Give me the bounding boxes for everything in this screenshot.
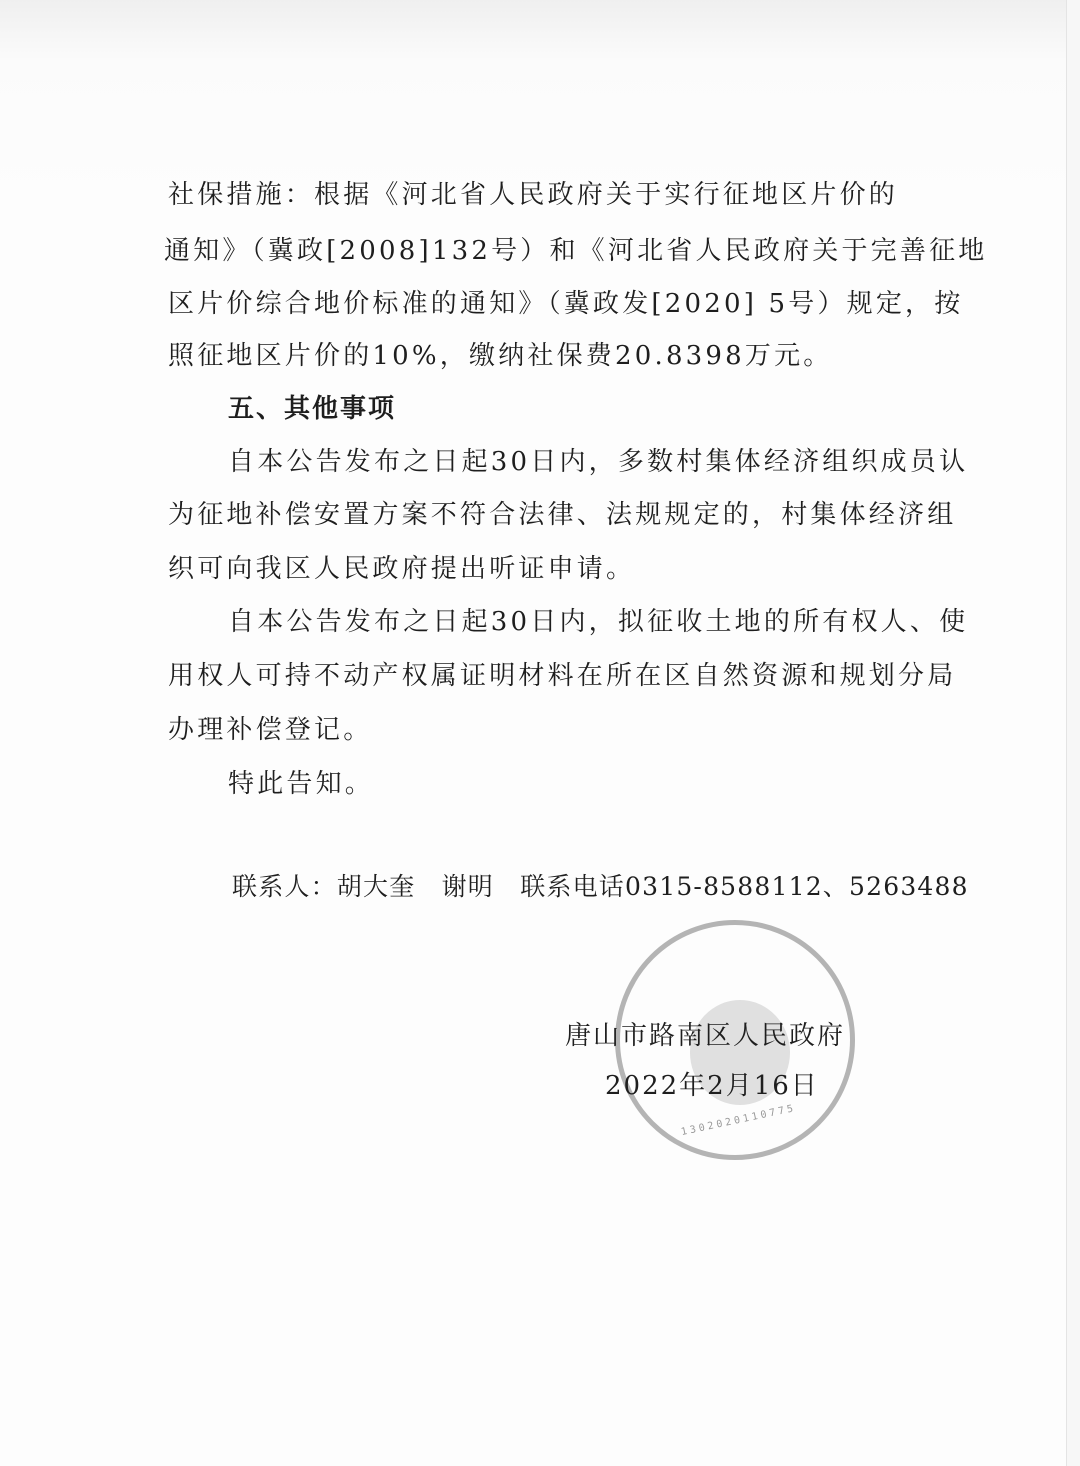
stamp-code: 1302020110775 xyxy=(680,1102,798,1139)
paragraph-registration-line-2: 用权人可持不动产权属证明材料在所在区自然资源和规划分局 xyxy=(168,661,957,691)
paragraph-social-security-line-4: 照征地区片价的10%，缴纳社保费20.8398万元。 xyxy=(168,341,833,371)
paragraph-registration-line-3: 办理补偿登记。 xyxy=(168,715,373,745)
issue-date: 2022年2月16日 xyxy=(605,1071,819,1101)
issuer-name: 唐山市路南区人民政府 xyxy=(565,1021,846,1051)
paragraph-social-security-line-3: 区片价综合地价标准的通知》（冀政发[2020] 5号）规定，按 xyxy=(168,289,964,319)
section-heading: 五、其他事项 xyxy=(228,394,397,424)
paragraph-social-security-line-1: 社保措施：根据《河北省人民政府关于实行征地区片价的 xyxy=(168,180,899,210)
paragraph-social-security-line-2: 通知》（冀政[2008]132号）和《河北省人民政府关于完善征地 xyxy=(164,236,988,266)
paragraph-hearing-line-2: 为征地补偿安置方案不符合法律、法规规定的，村集体经济组 xyxy=(168,500,957,530)
paragraph-hearing-line-3: 织可向我区人民政府提出听证申请。 xyxy=(168,554,636,584)
closing-text: 特此告知。 xyxy=(228,769,375,799)
paragraph-hearing-line-1: 自本公告发布之日起30日内，多数村集体经济组织成员认 xyxy=(228,447,969,477)
contact-line: 联系人：胡大奎 谢明 联系电话0315-8588112、5263488 xyxy=(232,872,969,901)
paragraph-registration-line-1: 自本公告发布之日起30日内，拟征收土地的所有权人、使 xyxy=(228,607,969,637)
